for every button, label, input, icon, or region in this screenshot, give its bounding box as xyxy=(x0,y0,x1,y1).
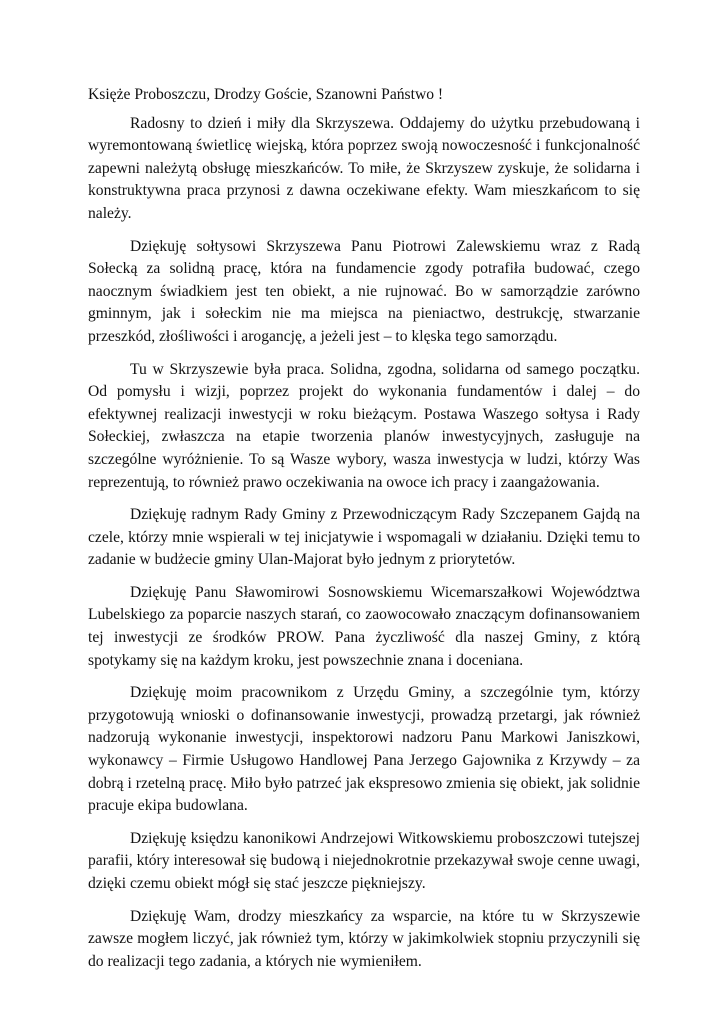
paragraph-thanks-soltys: Dziękuję sołtysowi Skrzyszewa Panu Piotrowi Zalewskiemu wraz z Radą Sołecką za solidną pracę, która na fundamencie zgody potrafiła budować, czego naocznym świadkiem jest ten obiekt, a nie rujnować. Bo w samorządzie zarówno gminnym, jak i sołeckim nie ma miejsca na pieniactwo, destrukcję, stwarzanie przeszkód, złośliwości i arogancję, a jeżeli jest – to klęska tego samorządu. xyxy=(88,237,640,345)
paragraph-thanks-residents: Dziękuję Wam, drodzy mieszkańcy za wsparcie, na które tu w Skrzyszewie zawsze mogłem liczyć, jak również tym, którzy w jakimkolwiek stopniu przyczynili się do realizacji tego zadania, a których nie wymieniłem. xyxy=(88,907,640,970)
paragraph-opening: Radosny to dzień i miły dla Skrzyszewa. Oddajemy do użytku przebudowaną i wyremontowaną świetlicę wiejską, która poprzez swoją nowoczesność i funkcjonalność zapewni należytą obsługę mieszkańców. To miłe, że Skrzyszew zyskuje, że solidarna i konstruktywna praca przynosi z dawna oczekiwane efekty. Wam mieszkańcom to się należy. xyxy=(88,114,640,222)
paragraph-thanks-staff: Dziękuję moim pracownikom z Urzędu Gminy, a szczególnie tym, którzy przygotowują wnioski o dofinansowanie inwestycji, prowadzą przetargi, jak również nadzorują wykonanie inwestycji, inspektorowi nadzoru Panu Markowi Janiszkowi, wykonawcy – Firmie Usługowo Handlowej Pana Jerzego Gajownika z Krzywdy – za dobrą i rzetelną pracę. Miło było patrzeć jak ekspresowo zmienia się obiekt, jak solidnie pracuje ekipa budowlana. xyxy=(88,684,640,815)
paragraph-work-in-skrzyszew: Tu w Skrzyszewie była praca. Solidna, zgodna, solidarna od samego początku. Od pomysłu i wizji, poprzez projekt do wykonania fundamentów i dalej – do efektywnej realizacji inwestycji w roku bieżącym. Postawa Waszego sołtysa i Rady Sołeckiej, zwłaszcza na etapie tworzenia planów inwestycyjnych, zasługuje na szczególne wyróżnienie. To są Wasze wybory, wasza inwestycja w ludzi, którzy Was reprezentują, to również prawo oczekiwania na owoce ich pracy i zaangażowania. xyxy=(88,360,640,491)
salutation: Księże Proboszczu, Drodzy Goście, Szanowni Państwo ! xyxy=(88,86,444,103)
paragraph-thanks-priest: Dziękuję księdzu kanonikowi Andrzejowi Witkowskiemu proboszczowi tutejszej parafii, który interesował się budową i niejednokrotnie przekazywał swoje cenne uwagi, dzięki czemu obiekt mógł się stać jeszcze piękniejszy. xyxy=(88,829,640,892)
paragraph-thanks-council: Dziękuję radnym Rady Gminy z Przewodniczącym Rady Szczepanem Gajdą na czele, którzy mnie wspierali w tej inicjatywie i wspomagali w działaniu. Dzięki temu to zadanie w budżecie gminy Ulan-Majorat było jednym z priorytetów. xyxy=(88,506,640,569)
speech-text xyxy=(88,84,640,983)
paragraph-thanks-vice-marshal: Dziękuję Panu Sławomirowi Sosnowskiemu Wicemarszałkowi Województwa Lubelskiego za poparcie naszych starań, co zaowocowało znaczącym dofinansowaniem tej inwestycji ze środków PROW. Pana życzliwość dla naszej Gminy, z którą spotykamy się na każdym kroku, jest powszechnie znana i doceniana. xyxy=(88,583,640,669)
